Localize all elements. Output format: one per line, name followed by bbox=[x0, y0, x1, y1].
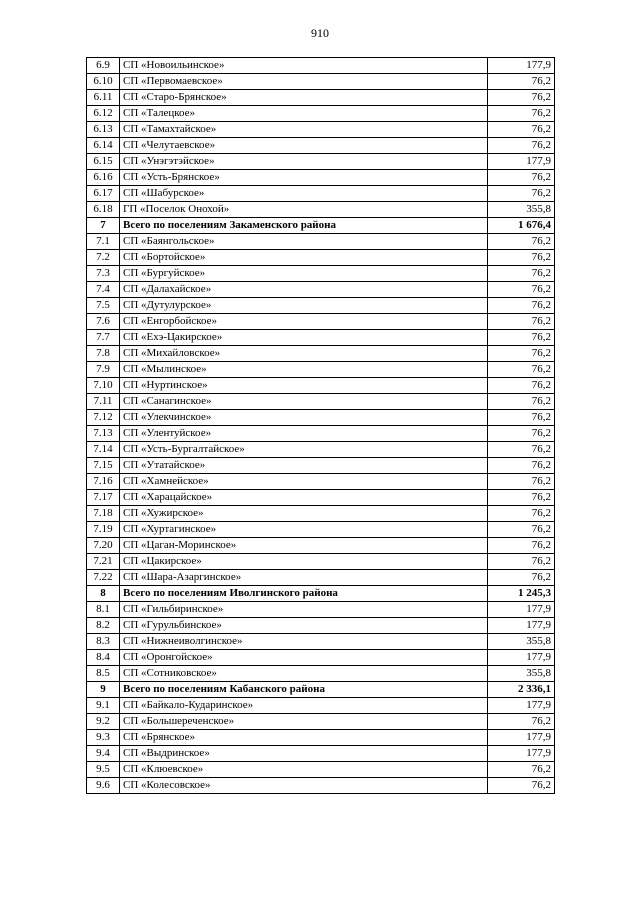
amount-value: 76,2 bbox=[488, 474, 555, 490]
settlement-name: СП «Байкало-Кударинское» bbox=[120, 698, 488, 714]
settlement-name: СП «Колесовское» bbox=[120, 778, 488, 794]
settlement-name: СП «Баянгольское» bbox=[120, 234, 488, 250]
settlement-name: СП «Далахайское» bbox=[120, 282, 488, 298]
settlement-name: СП «Усть-Брянское» bbox=[120, 170, 488, 186]
row-number: 8.1 bbox=[87, 602, 120, 618]
settlement-name: СП «Клюевское» bbox=[120, 762, 488, 778]
settlement-name: СП «Улентуйское» bbox=[120, 426, 488, 442]
amount-value: 76,2 bbox=[488, 346, 555, 362]
table-row bbox=[87, 282, 555, 298]
settlement-name: СП «Харацайское» bbox=[120, 490, 488, 506]
settlement-name: СП «Шабурское» bbox=[120, 186, 488, 202]
amount-value: 1 676,4 bbox=[488, 218, 555, 234]
settlement-name: СП «Унэгэтэйское» bbox=[120, 154, 488, 170]
row-number: 7.8 bbox=[87, 346, 120, 362]
amount-value: 76,2 bbox=[488, 138, 555, 154]
amount-value: 76,2 bbox=[488, 458, 555, 474]
table-row bbox=[87, 634, 555, 650]
amount-value: 177,9 bbox=[488, 650, 555, 666]
row-number: 7.6 bbox=[87, 314, 120, 330]
row-number: 8.4 bbox=[87, 650, 120, 666]
table-row bbox=[87, 650, 555, 666]
row-number: 7 bbox=[87, 218, 120, 234]
settlement-name: СП «Тамахтайское» bbox=[120, 122, 488, 138]
settlement-name: СП «Старо-Брянское» bbox=[120, 90, 488, 106]
row-number: 7.21 bbox=[87, 554, 120, 570]
amount-value: 76,2 bbox=[488, 122, 555, 138]
table-row bbox=[87, 410, 555, 426]
amount-value: 76,2 bbox=[488, 250, 555, 266]
settlement-name: СП «Усть-Бургалтайское» bbox=[120, 442, 488, 458]
amount-value: 76,2 bbox=[488, 186, 555, 202]
row-number: 7.17 bbox=[87, 490, 120, 506]
table-row bbox=[87, 506, 555, 522]
settlement-name: СП «Цаган-Моринское» bbox=[120, 538, 488, 554]
table-row bbox=[87, 538, 555, 554]
row-number: 8.3 bbox=[87, 634, 120, 650]
settlement-name: СП «Гильбиринское» bbox=[120, 602, 488, 618]
row-number: 7.10 bbox=[87, 378, 120, 394]
row-number: 7.5 bbox=[87, 298, 120, 314]
table-row bbox=[87, 490, 555, 506]
amount-value: 76,2 bbox=[488, 330, 555, 346]
amount-value: 76,2 bbox=[488, 714, 555, 730]
amount-value: 76,2 bbox=[488, 362, 555, 378]
table-row bbox=[87, 522, 555, 538]
settlement-name: СП «Выдринское» bbox=[120, 746, 488, 762]
settlement-name: СП «Енгорбойское» bbox=[120, 314, 488, 330]
table-row bbox=[87, 90, 555, 106]
amount-value: 76,2 bbox=[488, 298, 555, 314]
table-row bbox=[87, 234, 555, 250]
row-number: 7.12 bbox=[87, 410, 120, 426]
row-number: 6.10 bbox=[87, 74, 120, 90]
table-row bbox=[87, 714, 555, 730]
row-number: 7.19 bbox=[87, 522, 120, 538]
settlement-name: СП «Михайловское» bbox=[120, 346, 488, 362]
amount-value: 76,2 bbox=[488, 570, 555, 586]
row-number: 7.13 bbox=[87, 426, 120, 442]
amount-value: 76,2 bbox=[488, 314, 555, 330]
row-number: 6.9 bbox=[87, 58, 120, 74]
amount-value: 76,2 bbox=[488, 394, 555, 410]
amount-value: 177,9 bbox=[488, 746, 555, 762]
amount-value: 2 336,1 bbox=[488, 682, 555, 698]
settlement-name: СП «Санагинское» bbox=[120, 394, 488, 410]
row-number: 9.3 bbox=[87, 730, 120, 746]
row-number: 7.9 bbox=[87, 362, 120, 378]
amount-value: 76,2 bbox=[488, 410, 555, 426]
row-number: 6.16 bbox=[87, 170, 120, 186]
settlement-name: СП «Сотниковское» bbox=[120, 666, 488, 682]
amount-value: 177,9 bbox=[488, 602, 555, 618]
table-row bbox=[87, 618, 555, 634]
row-number: 7.16 bbox=[87, 474, 120, 490]
table-row bbox=[87, 170, 555, 186]
amount-value: 76,2 bbox=[488, 378, 555, 394]
amount-value: 76,2 bbox=[488, 74, 555, 90]
amount-value: 76,2 bbox=[488, 762, 555, 778]
table-row bbox=[87, 778, 555, 794]
amount-value: 76,2 bbox=[488, 538, 555, 554]
table-row bbox=[87, 762, 555, 778]
table-row bbox=[87, 122, 555, 138]
district-total-row bbox=[87, 682, 555, 698]
settlement-name: Всего по поселениям Кабанского района bbox=[120, 682, 488, 698]
row-number: 7.2 bbox=[87, 250, 120, 266]
settlement-name: СП «Оронгойское» bbox=[120, 650, 488, 666]
table-row bbox=[87, 138, 555, 154]
amount-value: 177,9 bbox=[488, 698, 555, 714]
table-row bbox=[87, 154, 555, 170]
table-row bbox=[87, 730, 555, 746]
settlement-name: СП «Нуртинское» bbox=[120, 378, 488, 394]
row-number: 9 bbox=[87, 682, 120, 698]
row-number: 9.1 bbox=[87, 698, 120, 714]
settlement-name: СП «Хамнейское» bbox=[120, 474, 488, 490]
table-row bbox=[87, 554, 555, 570]
amount-value: 1 245,3 bbox=[488, 586, 555, 602]
row-number: 9.4 bbox=[87, 746, 120, 762]
settlement-name: СП «Хуртагинское» bbox=[120, 522, 488, 538]
row-number: 6.14 bbox=[87, 138, 120, 154]
row-number: 7.15 bbox=[87, 458, 120, 474]
amount-value: 177,9 bbox=[488, 154, 555, 170]
table-row bbox=[87, 202, 555, 218]
allocation-table bbox=[86, 57, 555, 794]
row-number: 8 bbox=[87, 586, 120, 602]
row-number: 7.7 bbox=[87, 330, 120, 346]
amount-value: 76,2 bbox=[488, 426, 555, 442]
amount-value: 177,9 bbox=[488, 58, 555, 74]
district-total-row bbox=[87, 586, 555, 602]
settlement-name: СП «Большереченское» bbox=[120, 714, 488, 730]
district-total-row bbox=[87, 218, 555, 234]
settlement-name: СП «Талецкое» bbox=[120, 106, 488, 122]
settlement-name: СП «Бургуйское» bbox=[120, 266, 488, 282]
row-number: 8.2 bbox=[87, 618, 120, 634]
settlement-name: СП «Ехэ-Цакирское» bbox=[120, 330, 488, 346]
settlement-name: СП «Улекчинское» bbox=[120, 410, 488, 426]
row-number: 9.5 bbox=[87, 762, 120, 778]
table-row bbox=[87, 698, 555, 714]
row-number: 7.1 bbox=[87, 234, 120, 250]
amount-value: 76,2 bbox=[488, 490, 555, 506]
row-number: 7.20 bbox=[87, 538, 120, 554]
row-number: 7.18 bbox=[87, 506, 120, 522]
table-row bbox=[87, 74, 555, 90]
row-number: 8.5 bbox=[87, 666, 120, 682]
settlement-name: Всего по поселениям Закаменского района bbox=[120, 218, 488, 234]
table-body bbox=[87, 58, 555, 794]
settlement-name: СП «Мылинское» bbox=[120, 362, 488, 378]
settlement-name: Всего по поселениям Иволгинского района bbox=[120, 586, 488, 602]
table-row bbox=[87, 330, 555, 346]
settlement-name: СП «Утатайское» bbox=[120, 458, 488, 474]
table-row bbox=[87, 58, 555, 74]
settlement-name: СП «Первомаевское» bbox=[120, 74, 488, 90]
row-number: 7.14 bbox=[87, 442, 120, 458]
table-row bbox=[87, 314, 555, 330]
settlement-name: СП «Шара-Азаргинское» bbox=[120, 570, 488, 586]
settlement-name: СП «Нижнеиволгинское» bbox=[120, 634, 488, 650]
row-number: 7.22 bbox=[87, 570, 120, 586]
settlement-name: СП «Бортойское» bbox=[120, 250, 488, 266]
amount-value: 355,8 bbox=[488, 634, 555, 650]
settlement-name: СП «Дутулурское» bbox=[120, 298, 488, 314]
row-number: 6.13 bbox=[87, 122, 120, 138]
table-row bbox=[87, 394, 555, 410]
row-number: 7.11 bbox=[87, 394, 120, 410]
settlement-name: СП «Гурульбинское» bbox=[120, 618, 488, 634]
row-number: 6.15 bbox=[87, 154, 120, 170]
settlement-name: СП «Новоильинское» bbox=[120, 58, 488, 74]
table-row bbox=[87, 378, 555, 394]
row-number: 6.18 bbox=[87, 202, 120, 218]
table-row bbox=[87, 474, 555, 490]
table-row bbox=[87, 362, 555, 378]
amount-value: 76,2 bbox=[488, 554, 555, 570]
page-number: 910 bbox=[311, 26, 329, 40]
row-number: 6.12 bbox=[87, 106, 120, 122]
settlement-name: ГП «Поселок Онохой» bbox=[120, 202, 488, 218]
amount-value: 76,2 bbox=[488, 266, 555, 282]
row-number: 7.4 bbox=[87, 282, 120, 298]
settlement-name: СП «Хужирское» bbox=[120, 506, 488, 522]
amount-value: 76,2 bbox=[488, 506, 555, 522]
amount-value: 177,9 bbox=[488, 730, 555, 746]
settlement-name: СП «Брянское» bbox=[120, 730, 488, 746]
amount-value: 177,9 bbox=[488, 618, 555, 634]
table-row bbox=[87, 602, 555, 618]
table-row bbox=[87, 746, 555, 762]
table-row bbox=[87, 442, 555, 458]
table-row bbox=[87, 458, 555, 474]
settlement-name: СП «Челутаевское» bbox=[120, 138, 488, 154]
amount-value: 76,2 bbox=[488, 106, 555, 122]
amount-value: 76,2 bbox=[488, 522, 555, 538]
table-row bbox=[87, 346, 555, 362]
amount-value: 355,8 bbox=[488, 666, 555, 682]
row-number: 9.6 bbox=[87, 778, 120, 794]
row-number: 9.2 bbox=[87, 714, 120, 730]
amount-value: 355,8 bbox=[488, 202, 555, 218]
table-row bbox=[87, 106, 555, 122]
table-row bbox=[87, 250, 555, 266]
settlement-name: СП «Цакирское» bbox=[120, 554, 488, 570]
amount-value: 76,2 bbox=[488, 282, 555, 298]
table-row bbox=[87, 570, 555, 586]
table-row bbox=[87, 426, 555, 442]
table-row bbox=[87, 266, 555, 282]
amount-value: 76,2 bbox=[488, 234, 555, 250]
amount-value: 76,2 bbox=[488, 90, 555, 106]
table-row bbox=[87, 298, 555, 314]
row-number: 6.11 bbox=[87, 90, 120, 106]
table-row bbox=[87, 666, 555, 682]
amount-value: 76,2 bbox=[488, 442, 555, 458]
amount-value: 76,2 bbox=[488, 170, 555, 186]
amount-value: 76,2 bbox=[488, 778, 555, 794]
row-number: 6.17 bbox=[87, 186, 120, 202]
row-number: 7.3 bbox=[87, 266, 120, 282]
table-row bbox=[87, 186, 555, 202]
